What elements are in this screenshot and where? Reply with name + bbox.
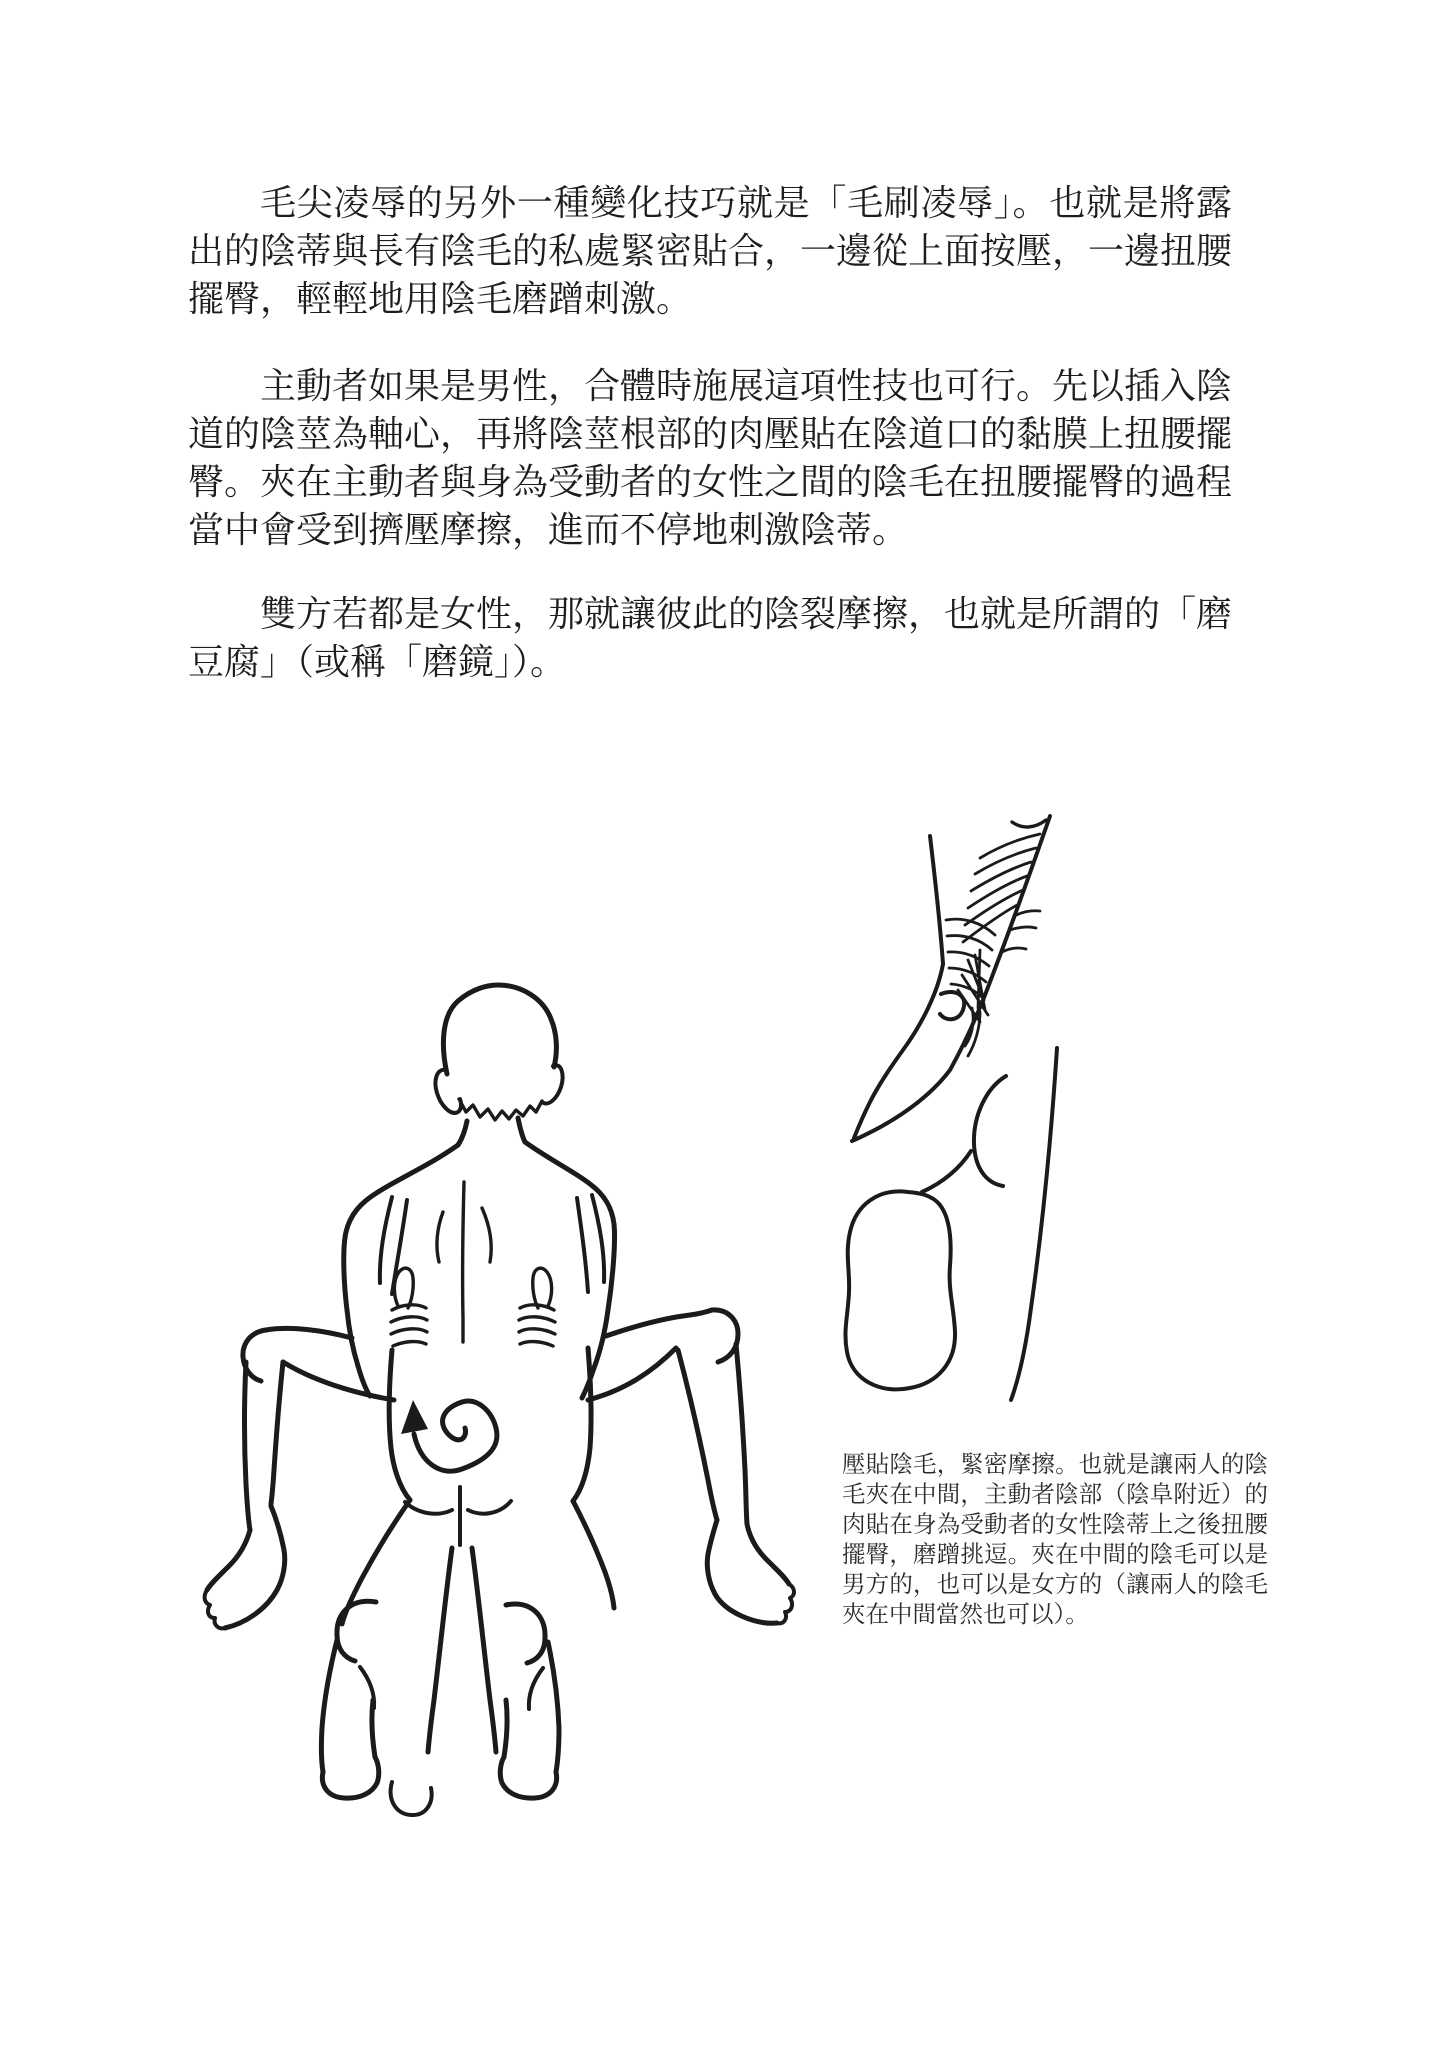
gripping-hand-left <box>391 1268 427 1346</box>
paragraph-2: 主動者如果是男性，合體時施展這項性技也可行。先以插入陰道的陰莖為軸心，再將陰莖根部的肉壓貼在陰道口的黏膜上扭腰擺臀。夾在主動者與身為受動者的女性之間的陰毛在扭腰擺臀的過程當中會受到擠壓摩擦，進而不停地刺激陰蒂。 <box>188 365 1233 550</box>
spiral-motion-arrow-icon <box>401 1400 497 1471</box>
paragraph-1: 毛尖凌辱的另外一種變化技巧就是「毛刷凌辱」。也就是將露出的陰蒂與長有陰毛的私處緊密貼合，一邊從上面按壓，一邊扭腰擺臀，輕輕地用陰毛磨蹭刺激。 <box>188 182 1233 319</box>
figure-inset-illustration <box>845 816 1057 1400</box>
paragraph-3: 雙方若都是女性，那就讓彼此的陰裂摩擦，也就是所謂的「磨豆腐」（或稱「磨鏡」）。 <box>188 593 1233 682</box>
figure-caption: 壓貼陰毛，緊密摩擦。也就是讓兩人的陰毛夾在中間，主動者陰部（陰阜附近）的肉貼在身為受動者的女性陰蒂上之後扭腰擺臀，磨蹭挑逗。夾在中間的陰毛可以是男方的，也可以是女方的（讓兩人的陰毛夾在中間當然也可以）。 <box>842 1451 1268 1627</box>
figure-main-illustration <box>205 985 794 1815</box>
gripping-hand-right <box>519 1268 555 1346</box>
